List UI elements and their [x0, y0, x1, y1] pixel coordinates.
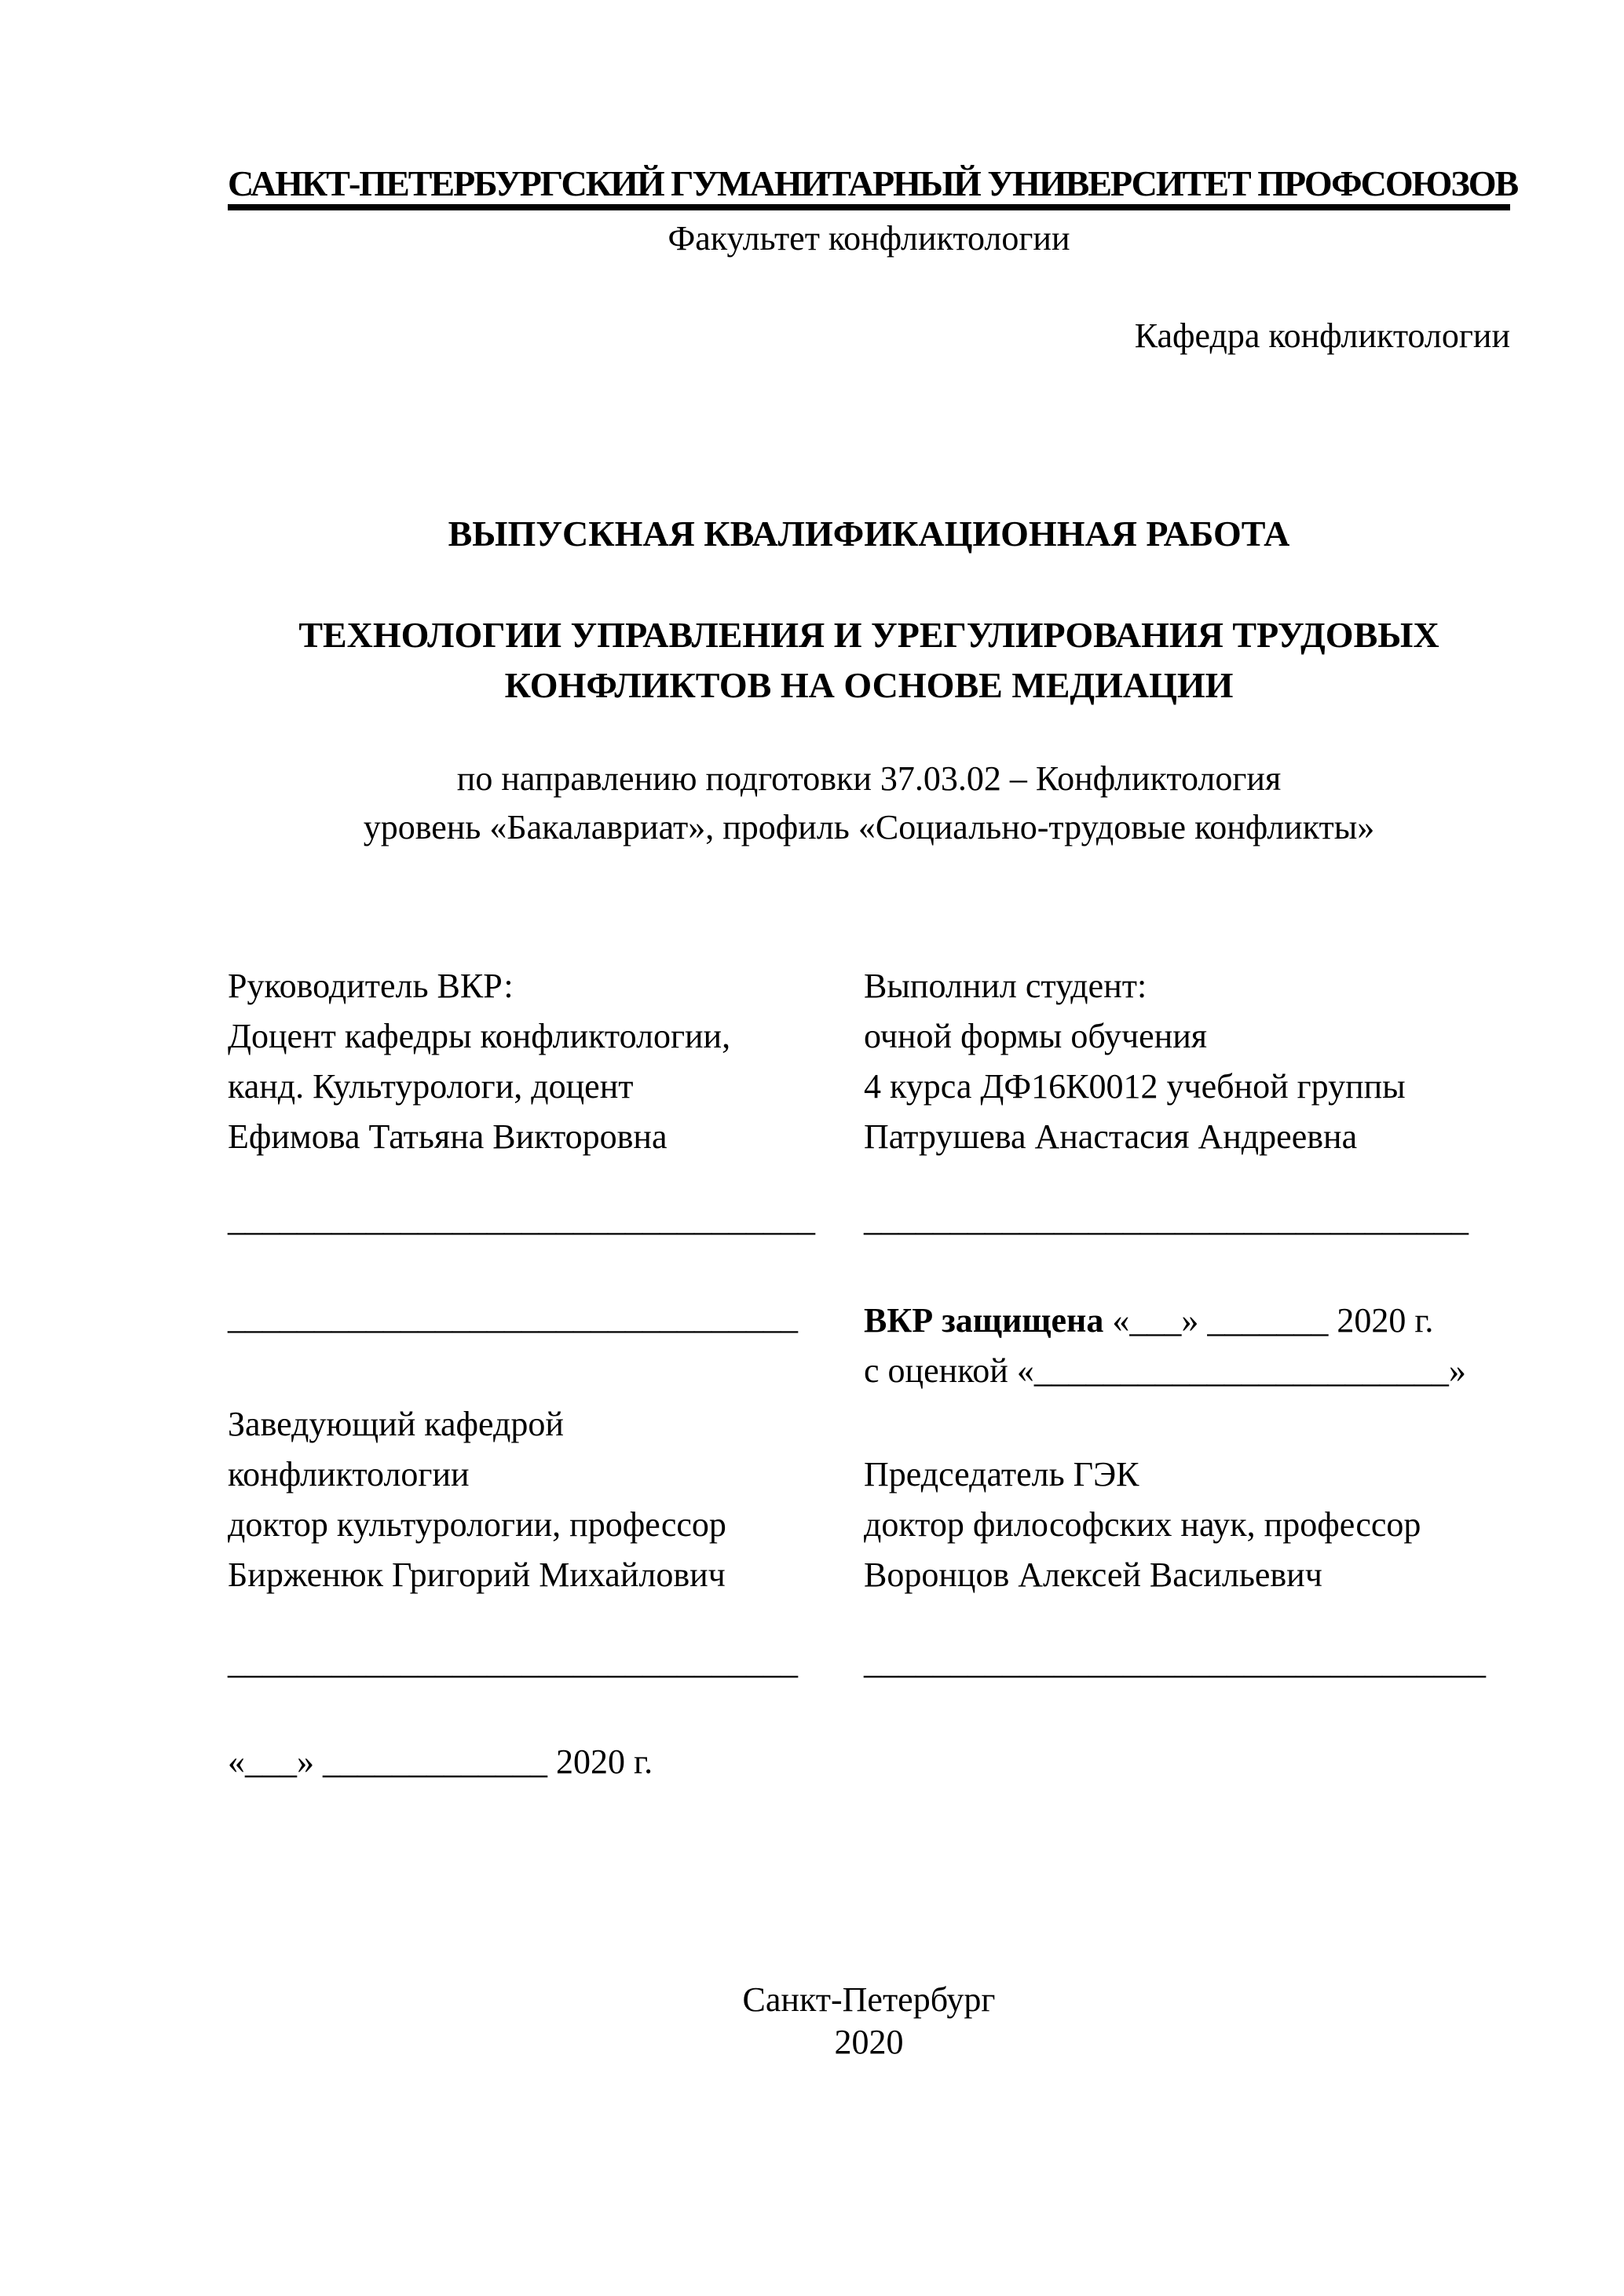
program-direction: по направлению подготовки 37.03.02 – Конфликтология: [456, 759, 1282, 798]
student-heading: Выполнил студент:: [864, 967, 1147, 1005]
university-name: САНКТ-ПЕТЕРБУРГСКИЙ ГУМАНИТАРНЫЙ УНИВЕРСИТЕТ ПРОФСОЮЗОВ: [228, 163, 1518, 203]
department-name: Кафедра конфликтологии: [1134, 316, 1510, 355]
defense-grade-line: с оценкой «________________________»: [864, 1351, 1466, 1390]
head-position-line2: конфликтологии: [228, 1455, 470, 1493]
head-degree: доктор культурологии, профессор: [228, 1505, 726, 1544]
faculty-name: Факультет конфликтологии: [668, 219, 1070, 258]
date-blank-line: «___» _____________ 2020 г.: [228, 1742, 653, 1781]
student-study-form: очной формы обучения: [864, 1017, 1208, 1055]
head-signature-line: _________________________________: [228, 1298, 798, 1336]
gek-chair-degree: доктор философских наук, профессор: [864, 1505, 1421, 1544]
thesis-title-line1: ТЕХНОЛОГИИ УПРАВЛЕНИЯ И УРЕГУЛИРОВАНИЯ ТРУДОВЫХ: [298, 615, 1439, 655]
student-group: 4 курса ДФ16К0012 учебной группы: [864, 1067, 1406, 1106]
supervisor-heading: Руководитель ВКР:: [228, 967, 514, 1005]
defense-blanks: «___» _______ 2020 г.: [1103, 1301, 1434, 1340]
supervisor-position-line1: Доцент кафедры конфликтологии,: [228, 1017, 731, 1055]
student-name: Патрушева Анастасия Андреевна: [864, 1117, 1358, 1156]
gek-chair-heading: Председатель ГЭК: [864, 1455, 1139, 1493]
head-final-signature-line: _________________________________: [228, 1643, 798, 1681]
work-type-title: ВЫПУСКНАЯ КВАЛИФИКАЦИОННАЯ РАБОТА: [448, 514, 1290, 554]
head-position-line1: Заведующий кафедрой: [228, 1405, 564, 1443]
footer-year: 2020: [834, 2023, 904, 2061]
gek-chair-name: Воронцов Алексей Васильевич: [864, 1556, 1322, 1594]
footer-city: Санкт-Петербург: [742, 1980, 996, 2019]
student-signature-line: ___________________________________: [864, 1200, 1469, 1238]
head-name: Бирженюк Григорий Михайлович: [228, 1556, 726, 1594]
thesis-title-line2: КОНФЛИКТОВ НА ОСНОВЕ МЕДИАЦИИ: [504, 665, 1234, 705]
defense-label: ВКР защищена: [864, 1301, 1104, 1340]
supervisor-signature-line: __________________________________: [228, 1200, 815, 1238]
supervisor-position-line2: канд. Культурологи, доцент: [228, 1067, 634, 1106]
gek-chair-signature-line: ____________________________________: [864, 1643, 1486, 1681]
supervisor-name: Ефимова Татьяна Викторовна: [228, 1117, 668, 1156]
defense-date-line: [864, 1296, 1510, 1346]
header-rule: [228, 204, 1510, 210]
program-profile: уровень «Бакалавриат», профиль «Социально-трудовые конфликты»: [363, 808, 1375, 846]
